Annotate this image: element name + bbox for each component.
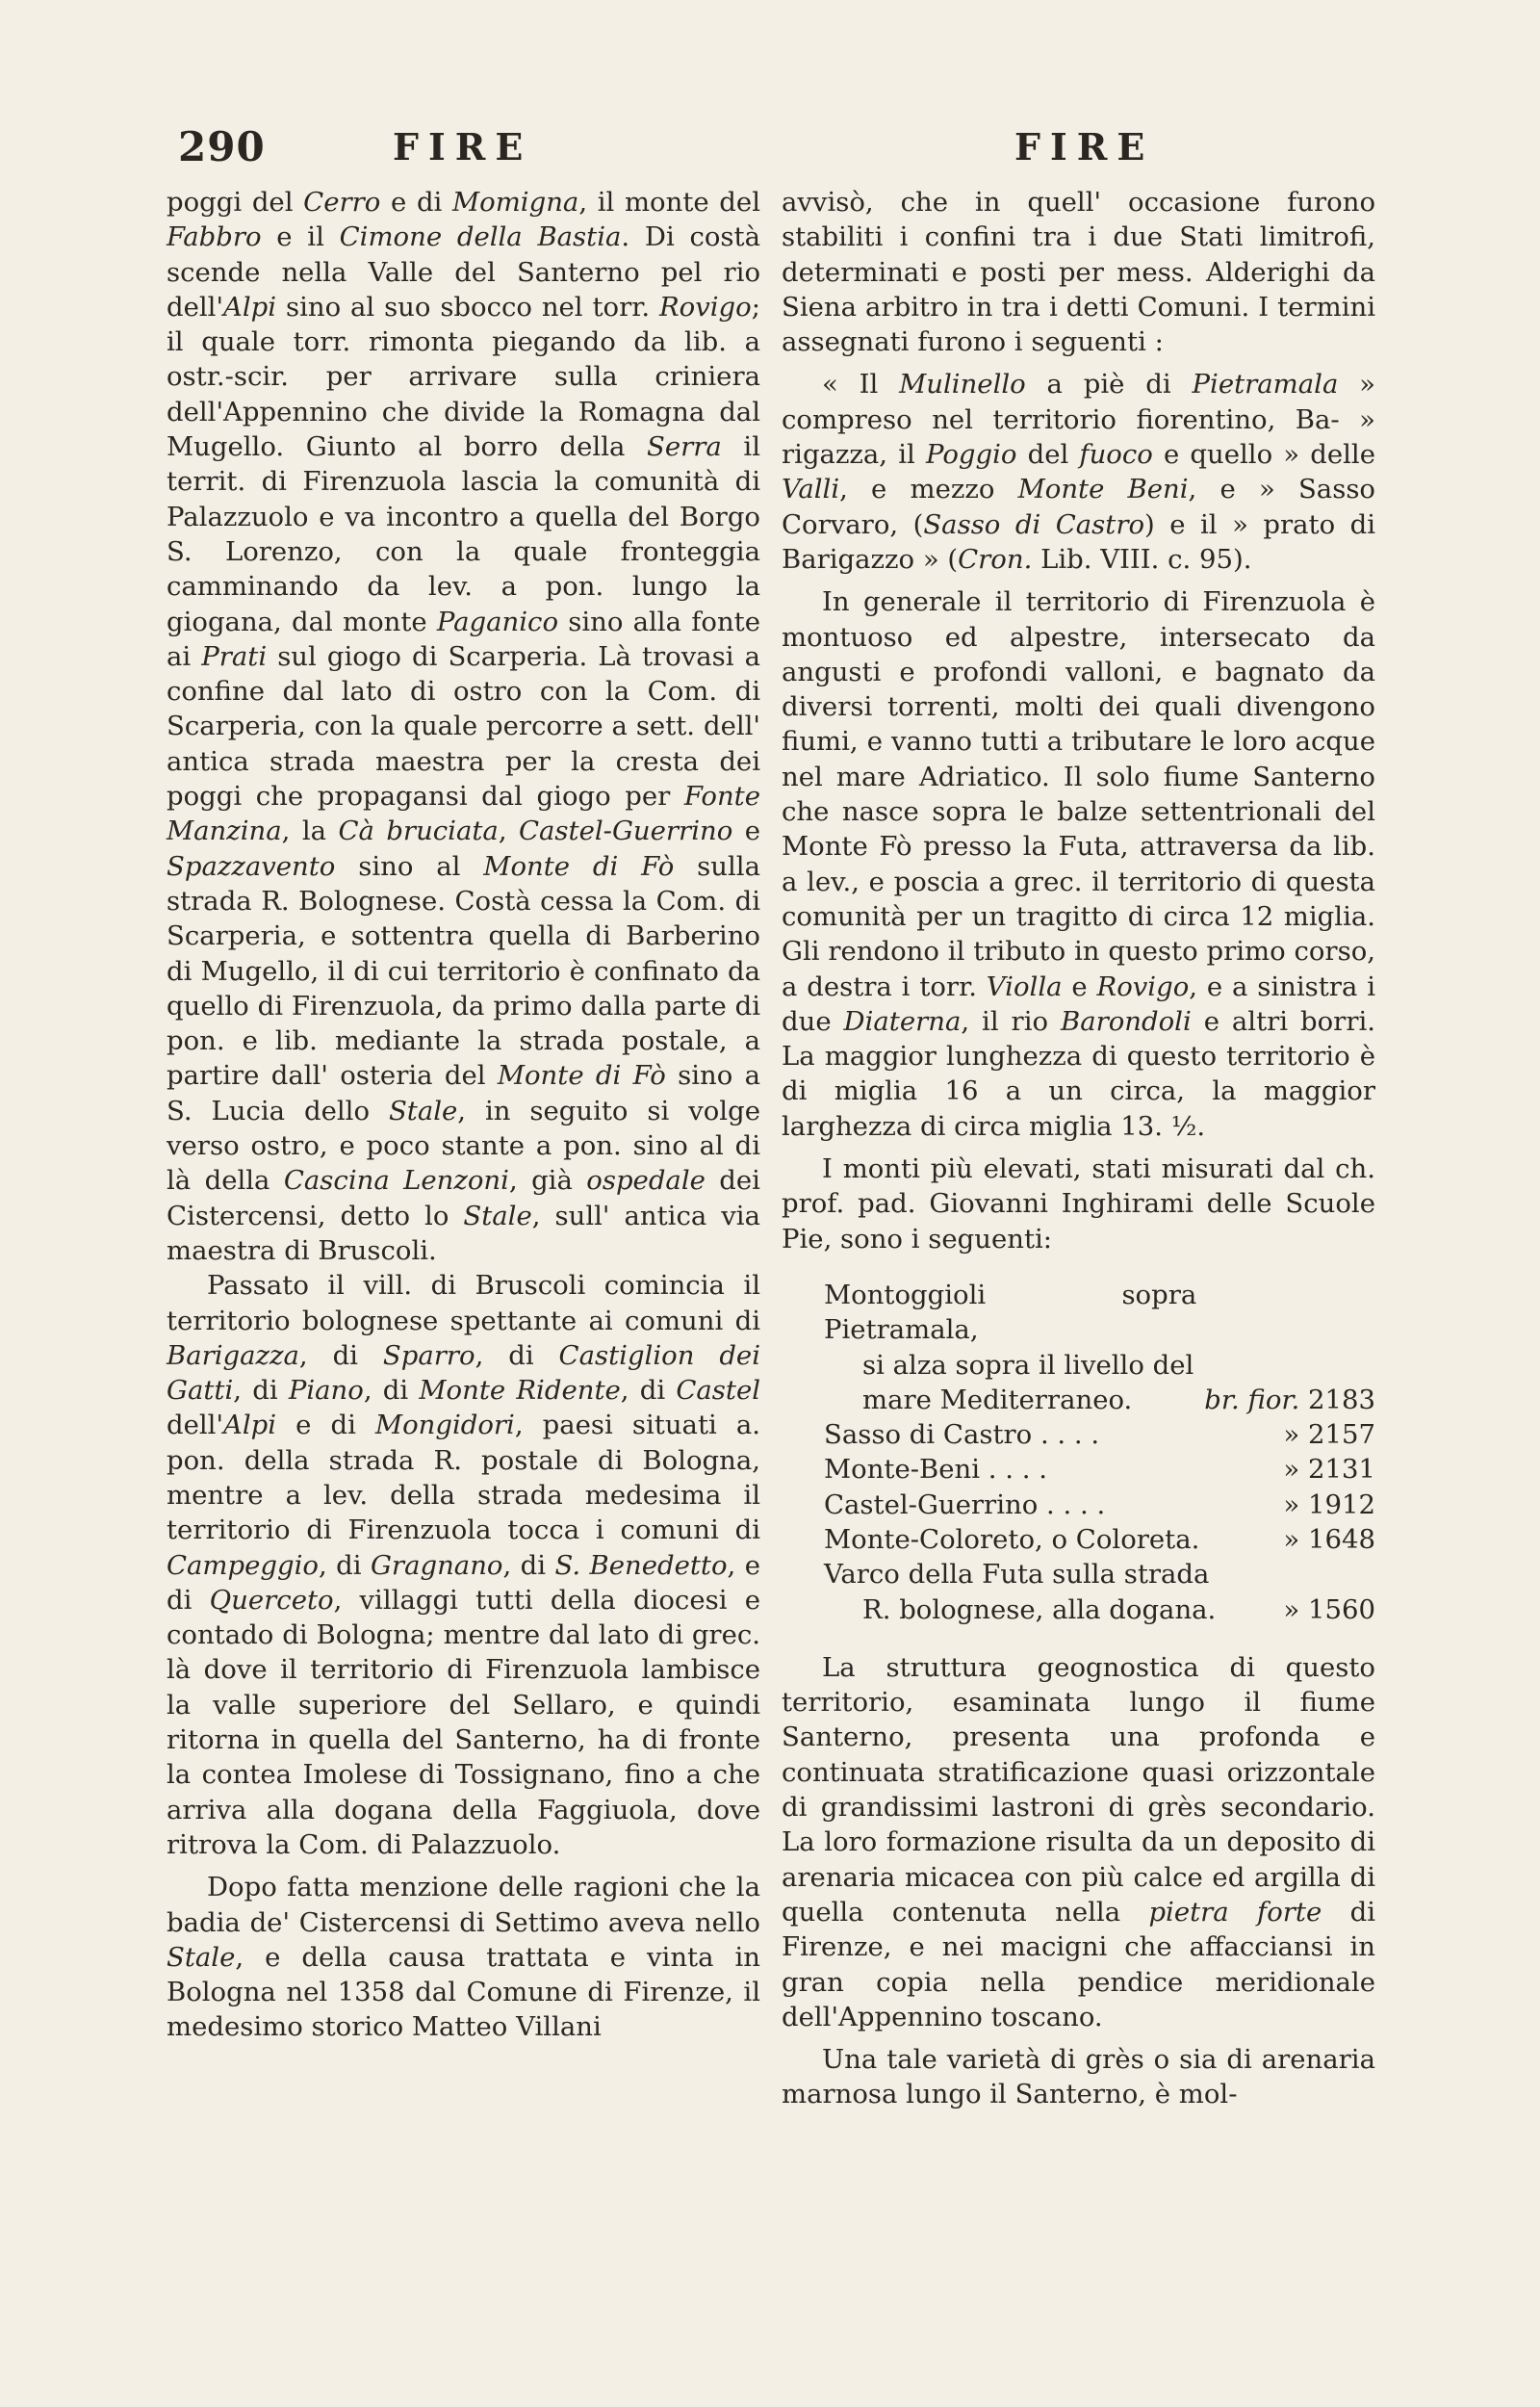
italic-text: Cron.	[958, 543, 1033, 575]
height-row: Sasso di Castro . . . . » 2157	[824, 1419, 1375, 1451]
italic-text: Fonte Manzina	[167, 781, 760, 847]
italic-text: Cerro	[303, 187, 381, 218]
italic-text: Momigna	[452, 187, 579, 218]
paragraph: La struttura geognostica di questo territorio, esaminata lungo il fiume Santerno, presenta una profonda e continuata stratificazione quasi orizzontale di grandissimi lastroni di grès secondario. La loro formazione risulta da un deposito di arenaria micacea con più calce ed argilla di quella contenuta nella pietra forte di Firenze, e nei macigni che affacciansi in gran copia nella pendice meridionale dell'Appennino toscano.	[782, 1651, 1376, 2032]
italic-text: Campeggio	[167, 1549, 319, 1581]
italic-text: Stale	[463, 1200, 532, 1231]
height-row: Monte-Coloreto, o Coloreta. » 1648	[824, 1523, 1375, 1555]
italic-text: Sparro	[382, 1339, 475, 1371]
italic-text: Monte di Fò	[483, 850, 675, 882]
italic-text: Rovigo	[1096, 971, 1190, 1002]
page-header	[0, 123, 1540, 171]
quotation: « Il Mulinello a piè di Pietramala » compreso nel territorio fiorentino, Ba- » rigazza, il Poggio del fuoco e quello » delle Valli, e mezzo Monte Beni, e » Sasso Corvaro, (Sasso di Castro) e il » prato di Barigazzo » (Cron. Lib. VIII. c. 95).	[782, 369, 1376, 575]
italic-text: Monte di Fò	[497, 1060, 666, 1092]
italic-text: Piano	[288, 1375, 364, 1407]
italic-text: Cà bruciata	[338, 815, 499, 847]
height-row: Varco della Futa sulla strada R. bolognese, alla dogana. » 1560	[824, 1559, 1375, 1625]
italic-text: pietra forte	[1148, 1896, 1322, 1928]
italic-text: Paganico	[436, 606, 559, 637]
italic-text: Prati	[201, 640, 268, 672]
italic-text: Rovigo	[658, 291, 752, 323]
italic-text: Poggio	[925, 439, 1017, 471]
italic-text: Sasso di Castro	[923, 508, 1145, 540]
italic-text: Stale	[167, 1941, 236, 1973]
italic-text: Diaterna	[843, 1005, 962, 1037]
paragraph: I monti più elevati, stati misurati dal ch. prof. pad. Giovanni Inghirami delle Scuole Pie, sono i seguenti:	[782, 1153, 1375, 1255]
italic-text: Alpi	[223, 291, 277, 323]
italic-text: Cascina Lenzoni	[283, 1165, 509, 1197]
italic-text: Barigazza	[167, 1339, 299, 1371]
italic-text: Castel	[676, 1375, 761, 1407]
italic-text: Serra	[647, 431, 722, 463]
paragraph: poggi del Cerro e di Momigna, il monte del Fabbro e il Cimone della Bastia. Di costà scende nella Valle del Santerno pel rio dell'Alpi sino al suo sbocco nel torr. Rovigo; il quale torr. rimonta piegando da lib. a ostr.-scir. per arrivare sulla criniera dell'Appennino che divide la Romagna dal Mugello. Giunto al borro della Serra il territ. di Firenzuola lascia la comunità di Palazzuolo e va incontro a quella del Borgo S. Lorenzo, con la quale fronteggia camminando da lev. a pon. lungo la giogana, dal monte Paganico sino alla fonte ai Prati sul giogo di Scarperia. Là trovasi a confine dal lato di ostro con la Com. di Scarperia, con la quale percorre a sett. dell' antica strada maestra per la cresta dei poggi che propagansi dal giogo per Fonte Manzina, la Cà bruciata, Castel-Guerrino e Spazzavento sino al Monte di Fò sulla strada R. Bolognese. Costà cessa la Com. di Scarperia, e sottentra quella di Barberino di Mugello, il di cui territorio è confinato da quello di Firenzuola, da primo dalla parte di pon. e lib. mediante la strada postale, a partire dall' osteria del Monte di Fò sino a S. Lucia dello Stale, in seguito si volge verso ostro, e poco stante a pon. sino al di là della Cascina Lenzoni, già ospedale dei Cistercensi, detto lo Stale, sull' antica via maestra di Bruscoli.	[167, 187, 760, 1266]
italic-text: Barondoli	[1060, 1005, 1192, 1037]
right-column	[782, 185, 1375, 2112]
italic-text: Monte Ridente	[419, 1375, 621, 1407]
italic-text: fuoco	[1079, 439, 1153, 471]
paragraph: Una tale varietà di grès o sia di arenaria marnosa lungo il Santerno, è mol-	[782, 2044, 1375, 2110]
height-row: Monte-Beni . . . . » 2131	[824, 1454, 1375, 1486]
italic-text: Stale	[388, 1095, 458, 1126]
italic-text: S. Benedetto	[554, 1549, 728, 1581]
paragraph: Passato il vill. di Bruscoli comincia il territorio bolognese spettante ai comuni di Barigazza, di Sparro, di Castiglion dei Gatti, di Piano, di Monte Ridente, di Castel dell'Alpi e di Mongidori, paesi situati a. pon. della strada R. postale di Bologna, mentre a lev. della strada medesima il territorio di Firenzuola tocca i comuni di Campeggio, di Gragnano, di S. Benedetto, e di Querceto, villaggi tutti della diocesi e contado di Bologna; mentre dal lato di grec. là dove il territorio di Firenzuola lambisce la valle superiore del Sellaro, e quindi ritorna in quella del Santerno, ha di fronte la contea Imolese di Tossignano, fino a che arriva alla dogana della Faggiuola, dove ritrova la Com. di Palazzuolo.	[167, 1270, 761, 1860]
italic-text: Castiglion dei Gatti	[167, 1339, 760, 1407]
left-column	[167, 185, 760, 2045]
italic-text: Alpi	[223, 1410, 277, 1441]
italic-text: Valli	[782, 474, 840, 505]
italic-text: Violla	[986, 971, 1063, 1002]
italic-text: ospedale	[586, 1165, 706, 1197]
italic-text: Mulinello	[899, 369, 1026, 401]
running-head-right: FIRE	[1014, 125, 1155, 168]
italic-text: Gragnano	[370, 1549, 503, 1581]
italic-text: Monte Beni	[1017, 474, 1189, 505]
italic-text: Mongidori	[374, 1410, 515, 1441]
page-number: 290	[178, 123, 266, 170]
italic-text: Fabbro	[167, 221, 262, 253]
paragraph: In generale il territorio di Firenzuola è montuoso ed alpestre, intersecato da angusti e profondi valloni, e bagnato da diversi torrenti, molti dei quali divengono fiumi, e vanno tutti a tributare le loro acque nel mare Adriatico. Il solo fiume Santerno che nasce sopra le balze settentrionali del Monte Fò presso la Futa, attraversa da lib. a lev., e poscia a grec. il territorio di questa comunità per un tragitto di circa 12 miglia. Gli rendono il tributo in questo primo corso, a destra i torr. Violla e Rovigo, e a sinistra i due Diaterna, il rio Barondoli e altri borri. La maggior lunghezza di questo territorio è di miglia 16 a un circa, la maggior larghezza di circa miglia 13. ½.	[782, 586, 1375, 1142]
mountain-heights-table	[824, 1278, 1375, 1627]
italic-text: Pietramala	[1192, 369, 1339, 401]
italic-text: Spazzavento	[167, 850, 336, 882]
height-row: Montoggioli sopra Pietramala, si alza sopra il livello del mare Mediterraneo. br. fior. 2183	[824, 1279, 1375, 1415]
paragraph: Dopo fatta menzione delle ragioni che la badia de' Cistercensi di Settimo aveva nello Stale, e della causa trattata e vinta in Bologna nel 1358 dal Comune di Firenze, il medesimo storico Matteo Villani	[167, 1872, 760, 2043]
italic-text: Castel-Guerrino	[519, 815, 733, 847]
paragraph: avvisò, che in quell' occasione furono stabiliti i confini tra i due Stati limitrofi, determinati e posti per mess. Alderighi da Siena arbitro in tra i detti Comuni. I termini assegnati furono i seguenti :	[782, 187, 1375, 358]
height-row: Castel-Guerrino . . . . » 1912	[824, 1488, 1375, 1520]
italic-text: Querceto	[209, 1584, 334, 1616]
running-head-left: FIRE	[393, 125, 533, 168]
italic-text: Cimone della Bastia	[339, 221, 622, 253]
